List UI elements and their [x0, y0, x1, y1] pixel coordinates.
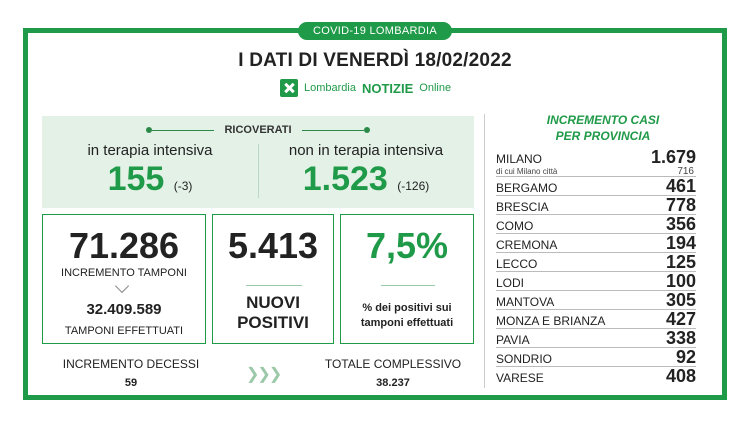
province-value: 356	[665, 214, 696, 234]
brand-name: Lombardia	[304, 82, 356, 94]
decessi-total-value: 38.237	[376, 377, 410, 389]
non-intensive-column	[258, 142, 474, 206]
intensive-column	[42, 142, 258, 206]
province-row	[496, 348, 696, 367]
card-rule	[246, 285, 302, 286]
province-name: MONZA E BRIANZA	[496, 314, 606, 328]
province-row	[496, 234, 696, 253]
intensive-value-line	[42, 159, 258, 206]
province-value: 92	[675, 347, 696, 367]
province-name: SONDRIO	[496, 352, 553, 366]
province-value: 305	[665, 290, 696, 310]
province-title-line2: PER PROVINCIA	[555, 129, 651, 143]
non-intensive-delta: (-126)	[397, 179, 430, 193]
province-row	[496, 215, 696, 234]
page-title: I DATI DI VENERDÌ 18/02/2022	[238, 50, 512, 71]
decessi-total-label: TOTALE COMPLESSIVO	[324, 357, 462, 371]
tamponi-total-label: TAMPONI EFFETTUATI	[64, 325, 184, 337]
title-rule-right	[302, 130, 364, 131]
nuovi-positivi-label	[213, 293, 333, 333]
province-value: 338	[665, 328, 696, 348]
province-name: BRESCIA	[496, 200, 549, 214]
province-value: 427	[665, 309, 696, 329]
milano-city-label: di cui Milano città	[496, 167, 558, 176]
ricoverati-title: RICOVERATI	[224, 124, 292, 136]
non-intensive-value-line	[258, 159, 474, 206]
intensive-value: 155	[107, 160, 165, 198]
province-value: 100	[665, 271, 696, 291]
tamponi-increment-value: 71.286	[68, 225, 180, 266]
province-row	[496, 329, 696, 348]
intensive-label: in terapia intensiva	[87, 142, 213, 159]
province-value: 778	[665, 195, 696, 215]
province-name: CREMONA	[496, 238, 558, 252]
province-title-line1: INCREMENTO CASI	[546, 113, 660, 127]
province-value: 1.679	[650, 147, 696, 167]
nuovi-positivi-value: 5.413	[227, 225, 319, 266]
province-row	[496, 310, 696, 329]
milano-city-value: 716	[677, 166, 694, 177]
percent-card	[340, 214, 474, 344]
province-value: 125	[665, 252, 696, 272]
percent-label-line2: tamponi effettuati	[360, 317, 454, 329]
province-row	[496, 196, 696, 215]
non-intensive-label: non in terapia intensiva	[288, 142, 444, 159]
percent-label-line1: % dei positivi sui	[362, 302, 452, 314]
province-name: COMO	[496, 219, 534, 233]
decessi-increment-label: INCREMENTO DECESSI	[62, 357, 200, 371]
brand-logo-group	[280, 78, 451, 98]
province-value: 408	[665, 366, 696, 386]
province-row	[496, 291, 696, 310]
province-value: 194	[665, 233, 696, 253]
province-name: MANTOVA	[496, 295, 555, 309]
province-name: VARESE	[496, 371, 544, 385]
province-row-milano	[496, 148, 696, 177]
province-row	[496, 272, 696, 291]
decessi-increment-value: 59	[124, 377, 138, 389]
province-value: 461	[665, 176, 696, 196]
percent-label	[341, 301, 473, 331]
percent-value: 7,5%	[365, 225, 449, 266]
province-name: PAVIA	[496, 333, 530, 347]
brand-notizie: NOTIZIE	[361, 80, 414, 96]
nuovi-label-line1: NUOVI	[246, 293, 300, 312]
chevron-down-icon	[115, 279, 129, 293]
province-divider	[484, 114, 485, 388]
card-rule	[381, 285, 435, 286]
tamponi-card	[42, 214, 206, 344]
province-name: LODI	[496, 276, 525, 290]
brand-online: Online	[419, 82, 452, 94]
province-list	[496, 148, 696, 386]
intensive-delta: (-3)	[173, 179, 193, 193]
province-name: BERGAMO	[496, 181, 558, 195]
nuovi-label-line2: POSITIVI	[237, 313, 309, 332]
tamponi-total-value: 32.409.589	[86, 301, 162, 318]
tamponi-increment-label: INCREMENTO TAMPONI	[61, 267, 187, 279]
province-name: LECCO	[496, 257, 538, 271]
lombardia-cross-icon	[280, 79, 298, 97]
province-title	[496, 112, 710, 144]
ricoverati-panel	[42, 116, 474, 208]
province-row	[496, 367, 696, 386]
province-row	[496, 177, 696, 196]
province-row	[496, 253, 696, 272]
non-intensive-value: 1.523	[302, 160, 388, 198]
nuovi-positivi-card	[212, 214, 334, 344]
province-name: MILANO	[496, 152, 543, 166]
chevrons-right-icon: ❯❯❯	[246, 366, 281, 383]
section-pill: COVID-19 LOMBARDIA	[298, 22, 452, 40]
dot-right-icon	[364, 127, 370, 133]
